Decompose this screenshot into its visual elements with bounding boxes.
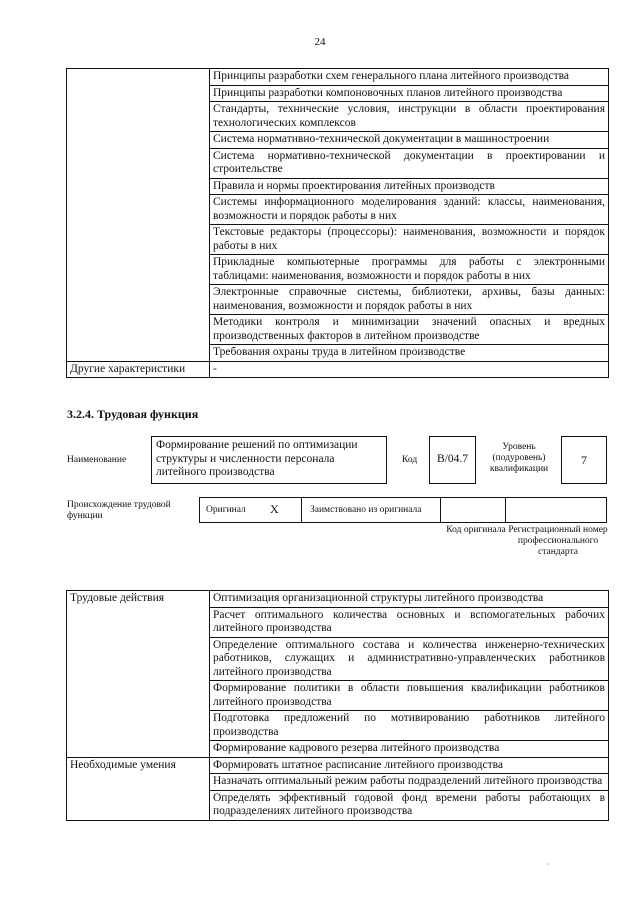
list-item: Система нормативно-технической документации в проектировании и строительстве <box>210 148 609 178</box>
list-item: Правила и нормы проектирования литейных производств <box>210 178 609 195</box>
labor-functions-table <box>66 590 609 821</box>
knowledge-table <box>66 68 609 378</box>
page-number: 24 <box>314 36 326 48</box>
other-characteristics-value: - <box>210 361 609 378</box>
function-name-box <box>151 436 387 484</box>
list-item: Расчет оптимального количества основных и вспомогательных рабочих литейного производства <box>210 607 609 637</box>
origin-divider-1 <box>301 498 302 522</box>
table-row <box>67 591 609 608</box>
list-item: Принципы разработки компоновочных планов литейного производства <box>210 85 609 102</box>
table-row <box>67 361 609 378</box>
code-caption: Код оригинала <box>446 525 506 535</box>
list-item: Требования охраны труда в литейном производстве <box>210 345 609 362</box>
list-item: Оптимизация организационной структуры литейного производства <box>210 591 609 608</box>
list-item: Принципы разработки схем генерального плана литейного производства <box>210 69 609 86</box>
list-item: Электронные справочные системы, библиотеки, архивы, базы данных: наименования, возможности и порядок работы в них <box>210 285 609 315</box>
section-heading: 3.2.4. Трудовая функция <box>67 407 199 421</box>
list-item: Системы информационного моделирования зданий: классы, наименования, возможности и порядок работы в них <box>210 195 609 225</box>
scan-mark: · <box>547 860 550 869</box>
list-item: Методики контроля и минимизации значений опасных и вредных производственных факторов в литейном производстве <box>210 315 609 345</box>
list-item: Система нормативно-технической документации в машиностроении <box>210 132 609 149</box>
list-item: Формирование политики в области повышения квалификации работников литейного производства <box>210 681 609 711</box>
table-row <box>67 69 609 86</box>
list-item: Стандарты, технические условия, инструкции в области проектирования технологических комплексов <box>210 102 609 132</box>
origin-label: Происхождение трудовой функции <box>67 500 171 521</box>
other-characteristics-label: Другие характеристики <box>67 361 210 378</box>
code-box <box>429 436 476 484</box>
list-item: Формирование кадрового резерва литейного производства <box>210 741 609 758</box>
list-item: Формировать штатное расписание литейного производства <box>210 757 609 774</box>
origin-divider-2 <box>440 498 441 522</box>
list-item: Прикладные компьютерные программы для работы с электронными таблицами: наименования, возможности и порядок работы в них <box>210 255 609 285</box>
level-label: Уровень (подуровень) квалификации <box>489 442 549 474</box>
list-item: Назначать оптимальный режим работы подразделений литейного производства <box>210 774 609 791</box>
original-label: Оригинал <box>206 505 246 515</box>
function-code: B/04.7 <box>437 453 468 465</box>
list-item: Текстовые редакторы (процессоры): наименования, возможности и порядок работы в них <box>210 225 609 255</box>
required-skills-label: Необходимые умения <box>67 757 210 820</box>
origin-boxes <box>199 497 607 523</box>
registration-caption: Регистрационный номер профессионального стандарта <box>508 525 608 557</box>
level-box <box>561 436 607 484</box>
list-item: Определение оптимального состава и количества инженерно-технических работников, служащих и административно-управленческих работников литейного производства <box>210 637 609 681</box>
function-name: Формирование решений по оптимизации структуры и численности персонала литейного производства <box>156 439 358 478</box>
table-row <box>67 757 609 774</box>
original-mark: X <box>270 502 279 516</box>
borrowed-label: Заимствовано из оригинала <box>310 505 422 515</box>
name-label: Наименование <box>67 455 127 465</box>
list-item: Определять эффективный годовой фонд времени работы работающих в подразделениях литейного производства <box>210 790 609 820</box>
labor-actions-label: Трудовые действия <box>67 591 210 758</box>
knowledge-label-cell <box>67 69 210 362</box>
origin-divider-3 <box>505 498 506 522</box>
code-label: Код <box>402 455 418 465</box>
qualification-level: 7 <box>581 453 587 467</box>
list-item: Подготовка предложений по мотивированию работников литейного производства <box>210 711 609 741</box>
